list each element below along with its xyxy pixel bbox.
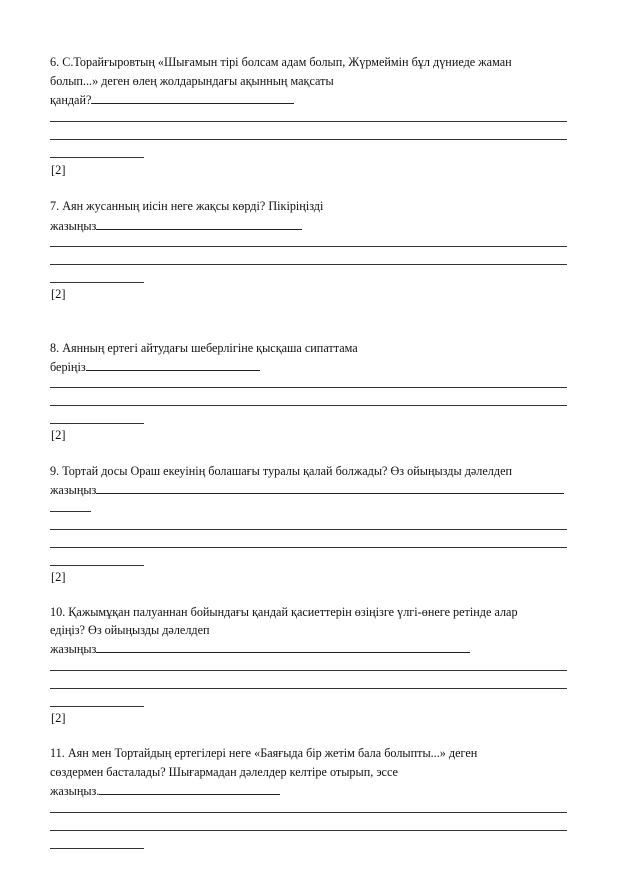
- question-10-prompt: жазыңыз: [50, 642, 97, 656]
- question-6-prompt: қандай?: [50, 93, 92, 107]
- question-7-text-line-2: [50, 218, 302, 234]
- question-10-text-line-3: [50, 641, 470, 657]
- question-7-prompt: жазыңыз: [50, 219, 97, 233]
- score-mark: [2]: [51, 163, 66, 177]
- answer-blank-inline[interactable]: [86, 359, 260, 371]
- question-8-prompt: беріңіз: [50, 360, 86, 374]
- answer-line-short[interactable]: [50, 848, 144, 849]
- question-9-text-line-2: [50, 482, 564, 498]
- question-11-prompt: жазыңыз.: [50, 784, 100, 798]
- score-mark: [2]: [51, 428, 66, 442]
- question-6-text-line-2: болып...» деген өлең жолдарындағы ақынның мақсаты: [50, 74, 334, 88]
- answer-line-short[interactable]: [50, 565, 144, 566]
- question-9-text-line-1: 9. Тортай досы Ораш екеуінің болашағы туралы қалай болжады? Өз ойыңызды дәлелдеп: [50, 464, 513, 478]
- question-8-text-line-1: 8. Аянның ертегі айтудағы шеберлігіне қысқаша сипаттама: [50, 341, 358, 355]
- question-7-text-line-1: 7. Аян жусанның иісін неге жақсы көрді? Пікіріңізді: [50, 199, 324, 213]
- question-11-text-line-3: [50, 783, 280, 799]
- answer-blank-inline[interactable]: [99, 783, 280, 795]
- answer-line[interactable]: [50, 670, 567, 671]
- answer-line-short[interactable]: [50, 423, 144, 424]
- answer-line[interactable]: [50, 139, 567, 140]
- answer-blank-inline[interactable]: [96, 641, 470, 653]
- answer-line-short[interactable]: [50, 157, 144, 158]
- question-9-prompt: жазыңыз: [50, 483, 97, 497]
- question-6-text-line-3: [50, 92, 294, 108]
- score-mark: [2]: [51, 570, 66, 584]
- answer-blank-inline[interactable]: [96, 482, 564, 494]
- answer-line-short[interactable]: [50, 511, 91, 512]
- question-11-text-line-2: сөздермен басталады? Шығармадан дәлелдер келтіре отырып, эссе: [50, 765, 398, 779]
- answer-line[interactable]: [50, 264, 567, 265]
- answer-line-short[interactable]: [50, 706, 144, 707]
- question-6-text-line-1: 6. С.Торайғыровтың «Шығамын тірі болсам адам болып, Жүрмеймін бұл дүниеде жаман: [50, 55, 512, 69]
- answer-blank-inline[interactable]: [96, 218, 302, 230]
- question-10-text-line-2: едіңіз? Өз ойыңызды дәлелдеп: [50, 623, 210, 637]
- answer-blank-inline[interactable]: [91, 92, 294, 104]
- answer-line[interactable]: [50, 387, 567, 388]
- answer-line[interactable]: [50, 121, 567, 122]
- answer-line[interactable]: [50, 830, 567, 831]
- answer-line[interactable]: [50, 812, 567, 813]
- question-8-text-line-2: [50, 359, 260, 375]
- answer-line[interactable]: [50, 529, 567, 530]
- score-mark: [2]: [51, 711, 66, 725]
- answer-line[interactable]: [50, 405, 567, 406]
- answer-line[interactable]: [50, 688, 567, 689]
- answer-line-short[interactable]: [50, 282, 144, 283]
- answer-line[interactable]: [50, 547, 567, 548]
- score-mark: [2]: [51, 287, 66, 301]
- question-11-text-line-1: 11. Аян мен Тортайдың ертегілері неге «Баяғыда бір жетім бала болыпты...» деген: [50, 746, 478, 760]
- question-10-text-line-1: 10. Қажымұқан палуаннан бойындағы қандай қасиеттерін өзіңізге үлгі-өнеге ретінде алар: [50, 605, 518, 619]
- answer-line[interactable]: [50, 246, 567, 247]
